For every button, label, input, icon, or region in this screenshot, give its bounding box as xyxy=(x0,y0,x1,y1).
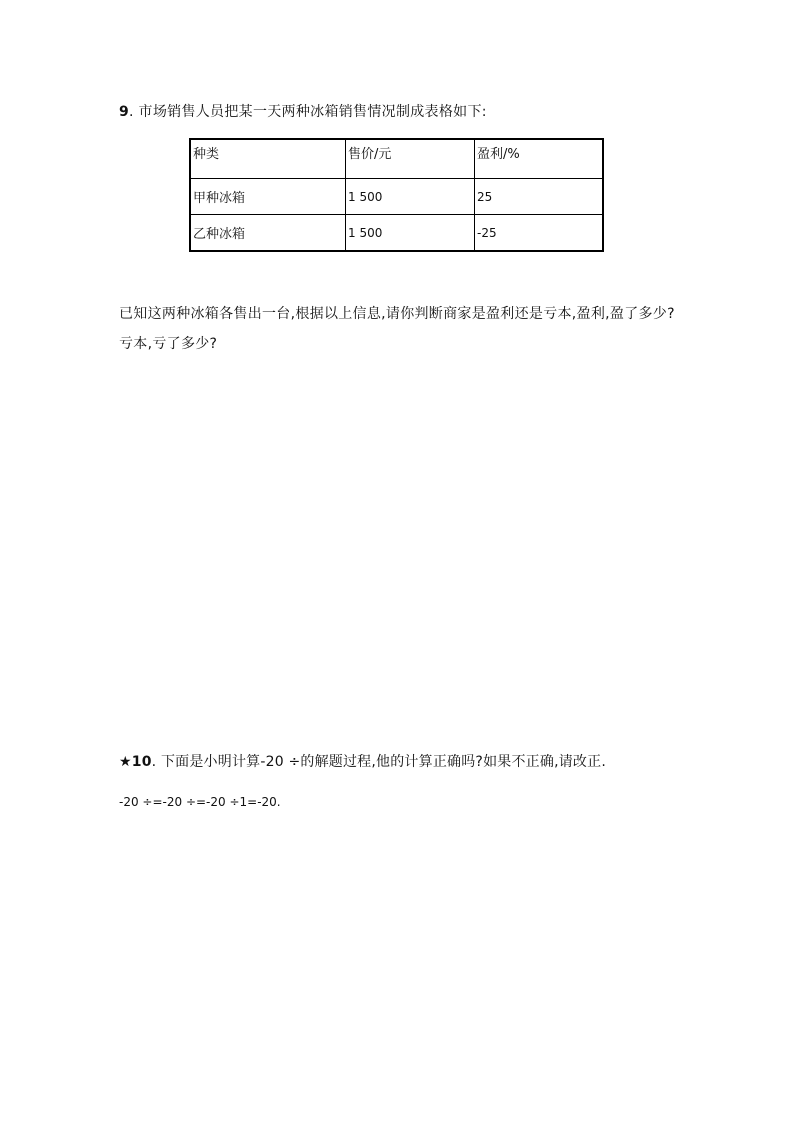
question-9-body-line: 亏本,亏了多少? xyxy=(119,336,218,352)
question-9-body xyxy=(119,299,689,359)
question-9-title xyxy=(119,101,487,121)
question-10-title xyxy=(119,751,606,771)
sales-table xyxy=(189,138,604,252)
question-10-text: . 下面是小明计算-20 ÷的解题过程,他的计算正确吗?如果不正确,请改正. xyxy=(151,754,606,770)
table-header-cell: 售价/元 xyxy=(346,139,475,179)
question-9-body-line: 已知这两种冰箱各售出一台,根据以上信息,请你判断商家是盈利还是亏本,盈利,盈了多少? xyxy=(119,306,675,322)
question-10-work: -20 ÷=-20 ÷=-20 ÷1=-20. xyxy=(119,795,281,809)
table-row xyxy=(190,215,603,252)
question-9-number: 9 xyxy=(119,104,130,120)
table-cell: 25 xyxy=(475,179,604,215)
table-cell: -25 xyxy=(475,215,604,252)
table-row xyxy=(190,179,603,215)
table-cell: 1 500 xyxy=(346,215,475,252)
table-cell: 乙种冰箱 xyxy=(190,215,346,252)
table-header-cell: 种类 xyxy=(190,139,346,179)
question-9-text: . 市场销售人员把某一天两种冰箱销售情况制成表格如下: xyxy=(129,104,487,120)
table-cell: 甲种冰箱 xyxy=(190,179,346,215)
question-10-number: ★10 xyxy=(119,754,152,770)
table-cell: 1 500 xyxy=(346,179,475,215)
table-header-row xyxy=(190,139,603,179)
table-header-cell: 盈利/% xyxy=(475,139,604,179)
